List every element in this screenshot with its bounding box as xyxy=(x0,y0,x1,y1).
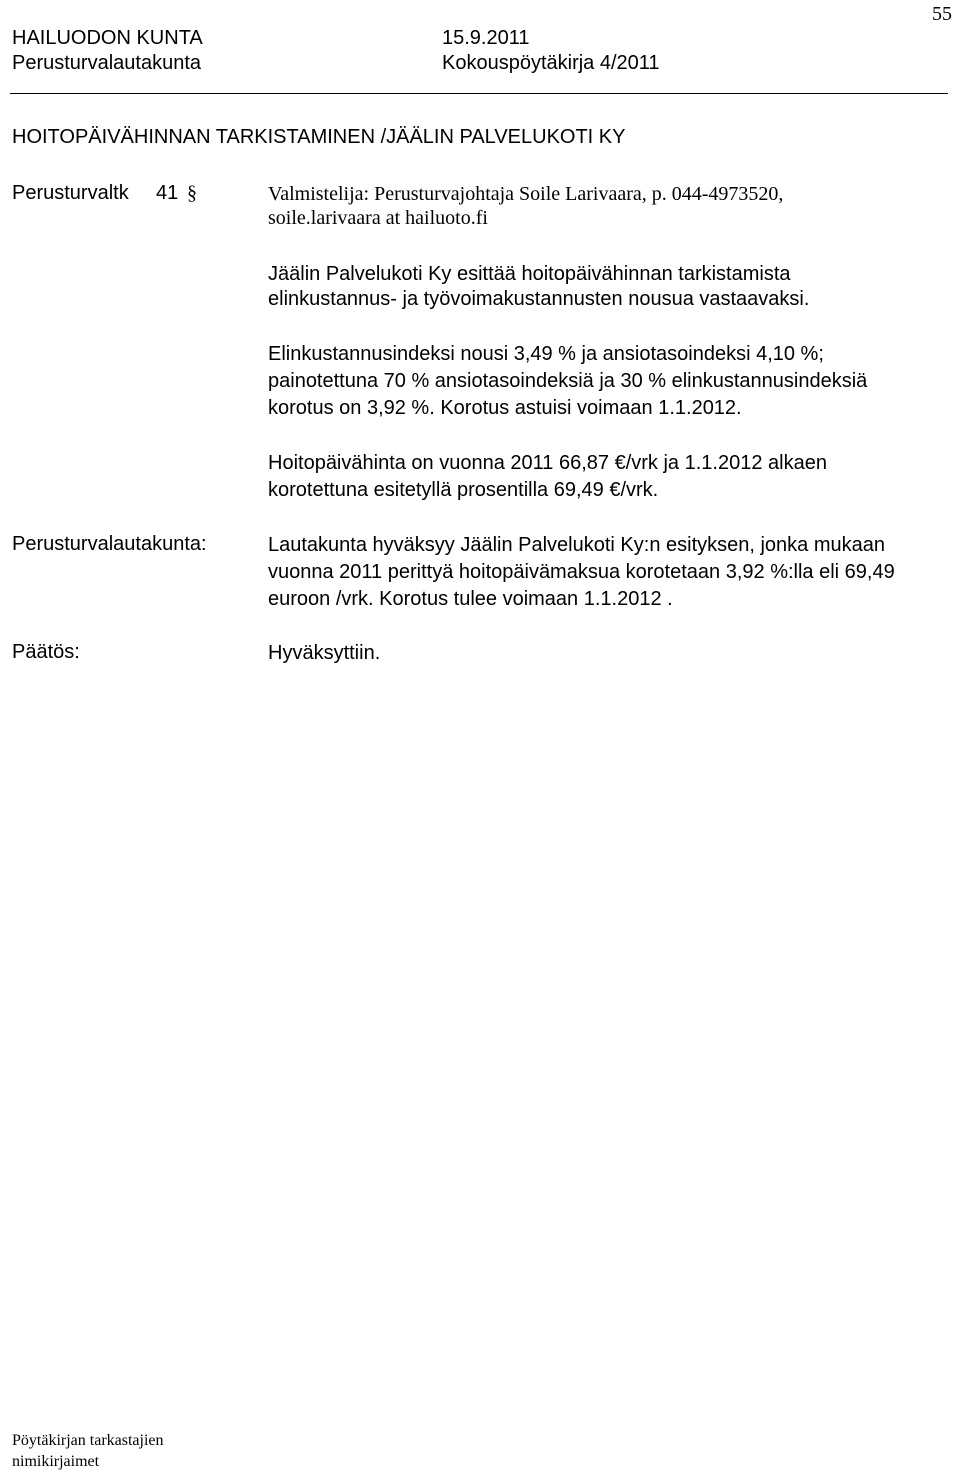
proposal-line: Lautakunta hyväksyy Jäälin Palvelukoti Ky:n esityksen, jonka mukaan xyxy=(268,534,886,556)
preparer-line: Valmistelija: Perusturvajohtaja Soile Larivaara, p. 044-4973520, xyxy=(268,183,784,205)
header-board: Perusturvalautakunta xyxy=(12,52,202,74)
paragraph-line: korotettuna esitetyllä prosentilla 69,49 €/vrk. xyxy=(268,479,659,501)
reference-number: 41 xyxy=(156,182,179,204)
reference-label: Perusturvaltk xyxy=(12,182,129,204)
paragraph-line: Hoitopäivähinta on vuonna 2011 66,87 €/vrk ja 1.1.2012 alkaen xyxy=(268,452,827,474)
proposal-label: Perusturvalautakunta: xyxy=(12,533,207,555)
decision-label: Päätös: xyxy=(12,641,80,663)
header-rule xyxy=(10,93,948,94)
section-symbol: § xyxy=(187,182,197,204)
paragraph-line: elinkustannus- ja työvoimakustannusten nousua vastaavaksi. xyxy=(268,288,810,310)
preparer-contact: soile.larivaara at hailuoto.fi xyxy=(268,207,488,229)
paragraph-line: painotettuna 70 % ansiotasoindeksiä ja 30 % elinkustannusindeksiä xyxy=(268,370,868,392)
decision-text: Hyväksyttiin. xyxy=(268,642,381,664)
footer-line: nimikirjaimet xyxy=(12,1453,100,1470)
paragraph-line: Jäälin Palvelukoti Ky esittää hoitopäivähinnan tarkistamista xyxy=(268,263,791,285)
footer-line: Pöytäkirjan tarkastajien xyxy=(12,1432,164,1449)
page-number: 55 xyxy=(932,3,952,25)
paragraph-line: Elinkustannusindeksi nousi 3,49 % ja ansiotasoindeksi 4,10 %; xyxy=(268,343,824,365)
header-municipality: HAILUODON KUNTA xyxy=(12,27,203,49)
section-title: HOITOPÄIVÄHINNAN TARKISTAMINEN /JÄÄLIN PALVELUKOTI KY xyxy=(12,126,626,148)
proposal-line: euroon /vrk. Korotus tulee voimaan 1.1.2012 . xyxy=(268,588,673,610)
header-doc-type: Kokouspöytäkirja 4/2011 xyxy=(442,52,660,74)
paragraph-line: korotus on 3,92 %. Korotus astuisi voimaan 1.1.2012. xyxy=(268,397,742,419)
header-date: 15.9.2011 xyxy=(442,27,530,49)
proposal-line: vuonna 2011 perittyä hoitopäivämaksua korotetaan 3,92 %:lla eli 69,49 xyxy=(268,561,895,583)
